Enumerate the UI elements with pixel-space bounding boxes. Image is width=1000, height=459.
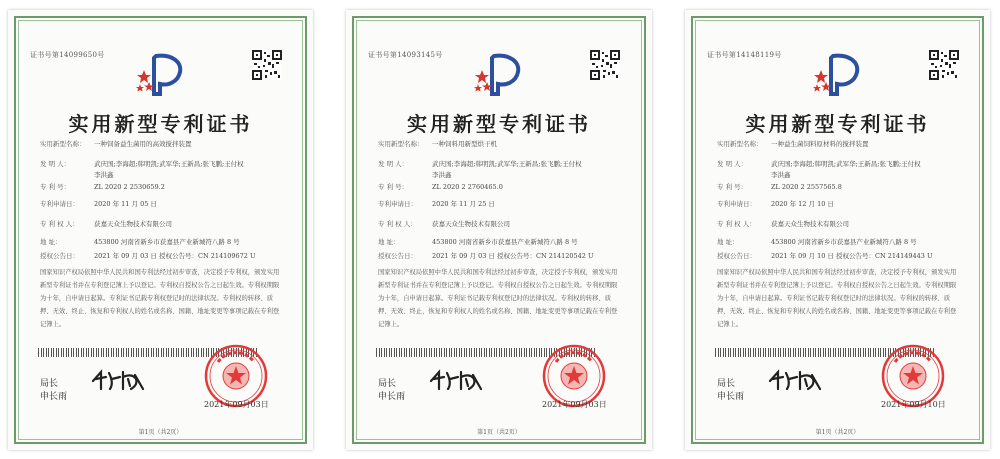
field-value: 一种益生菌饲料原材料的搅拌装置 — [771, 140, 869, 148]
qr-code-icon — [252, 50, 282, 80]
field-value: 2021 年 09 月 03 日 授权公告号：CN 214120542 U — [432, 252, 594, 260]
page-footer: 第1页（共2页） — [815, 429, 860, 436]
patent-certificate-1 — [8, 10, 313, 450]
certificate-field-row — [378, 183, 503, 192]
patent-office-emblem-icon — [136, 50, 186, 96]
field-label: 实用新型名称： — [40, 140, 86, 148]
field-value: 武庆国;李海超;韩明凯;武军华;王新昌;张飞鹏;王付权 — [771, 160, 921, 168]
seal-date: 2021年09月03日 — [204, 400, 269, 409]
certificate-field-row — [40, 200, 157, 209]
qr-code-icon — [929, 50, 959, 80]
field-label: 地 址： — [378, 238, 400, 246]
field-value: 李洪鑫 — [94, 171, 114, 179]
director-signature-icon — [90, 367, 146, 393]
patent-office-emblem-icon — [474, 50, 524, 96]
patent-office-emblem-icon — [813, 50, 863, 96]
certificate-title: 实用新型专利证书 — [745, 112, 930, 136]
seal-date: 2021年09月03日 — [542, 400, 607, 409]
field-label: 专利申请日： — [717, 200, 756, 208]
field-label: 专 利 权 人： — [40, 220, 79, 228]
certificate-field-row — [40, 183, 165, 192]
field-label: 发 明 人： — [40, 160, 71, 168]
certificate-field-row — [40, 171, 114, 180]
certificate-field-row — [40, 140, 192, 149]
certificate-field-row — [717, 140, 869, 149]
field-label: 实用新型名称： — [378, 140, 424, 148]
field-label: 地 址： — [717, 238, 739, 246]
field-value: ZL 2020 2 2760465.0 — [432, 183, 503, 191]
certificate-field-row — [717, 200, 834, 209]
certificate-number: 证书号第14093145号 — [368, 51, 443, 59]
field-label: 专 利 号： — [40, 183, 71, 191]
field-value: ZL 2020 2 2530659.2 — [94, 183, 165, 191]
certificate-title: 实用新型专利证书 — [68, 112, 253, 136]
certificate-field-row — [378, 252, 593, 261]
director-title: 局长 — [378, 379, 397, 389]
patent-certificate-2 — [346, 10, 652, 450]
patent-certificate-3 — [685, 10, 990, 450]
director-signature-icon — [428, 367, 484, 393]
director-signature-icon — [767, 367, 823, 393]
certificate-field-row — [40, 252, 255, 261]
field-value: 武庆国;李海超;韩明凯;武军华;王新昌;张飞鹏;王付权 — [432, 160, 582, 168]
field-value: 453800 河南省新乡市获嘉县产业新城符八路 8 号 — [432, 238, 578, 246]
certificate-field-row — [717, 171, 791, 180]
field-value: 获嘉天众生物技术有限公司 — [432, 220, 510, 228]
qr-code-icon — [590, 50, 620, 80]
director-block — [40, 378, 67, 404]
field-value: 武庆国;李海超;韩明凯;武军华;王新昌;张飞鹏;王付权 — [94, 160, 244, 168]
field-label: 发 明 人： — [717, 160, 748, 168]
certificate-statement: 国家知识产权局依照中华人民共和国专利法经过初步审查，决定授予专利权，颁发实用新型专利证书并在专利登记簿上予以登记。专利权自授权公告之日起生效。专利权期限为十年，自申请日起算。专利证书记载专利权登记时的法律状况。专利权的转移、质押、无效、终止、恢复和专利权人的姓名或名称、国籍、地址变更等事项记载在专利登记簿上。 — [378, 269, 618, 328]
certificate-field-row — [40, 160, 244, 169]
field-value: 2020 年 11 月 05 日 — [94, 200, 157, 208]
field-value: 453800 河南省新乡市获嘉县产业新城符八路 8 号 — [94, 238, 240, 246]
director-title: 局长 — [40, 379, 59, 389]
certificate-field-row — [717, 160, 921, 169]
field-label: 授权公告日： — [717, 252, 756, 260]
director-block — [717, 378, 744, 404]
field-label: 专利申请日： — [378, 200, 417, 208]
page-footer: 第1页（共2页） — [477, 429, 521, 436]
certificate-field-row — [378, 171, 452, 180]
certificate-field-row — [378, 160, 582, 169]
director-name: 申长雨 — [717, 392, 745, 402]
certificate-title: 实用新型专利证书 — [407, 112, 591, 136]
certificate-field-row — [717, 220, 849, 229]
field-value: ZL 2020 2 2557565.8 — [771, 183, 842, 191]
certificate-statement: 国家知识产权局依照中华人民共和国专利法经过初步审查，决定授予专利权，颁发实用新型专利证书并在专利登记簿上予以登记。专利权自授权公告之日起生效。专利权期限为十年，自申请日起算。专利证书记载专利权登记时的法律状况。专利权的转移、质押、无效、终止、恢复和专利权人的姓名或名称、国籍、地址变更等事项记载在专利登记簿上。 — [717, 269, 957, 328]
certificate-statement: 国家知识产权局依照中华人民共和国专利法经过初步审查，决定授予专利权，颁发实用新型专利证书并在专利登记簿上予以登记。专利权自授权公告之日起生效。专利权期限为十年，自申请日起算。专利证书记载专利权登记时的法律状况。专利权的转移、质押、无效、终止、恢复和专利权人的姓名或名称、国籍、地址变更等事项记载在专利登记簿上。 — [40, 269, 280, 328]
certificate-field-row — [40, 220, 172, 229]
certificate-number: 证书号第14148119号 — [707, 51, 782, 59]
field-label: 专利申请日： — [40, 200, 79, 208]
field-value: 获嘉天众生物技术有限公司 — [771, 220, 849, 228]
field-label: 授权公告日： — [40, 252, 79, 260]
certificate-field-row — [717, 183, 842, 192]
field-value: 一种饲备益生菌用的高效搅拌装置 — [94, 140, 192, 148]
field-label: 发 明 人： — [378, 160, 409, 168]
field-value: 获嘉天众生物技术有限公司 — [94, 220, 172, 228]
certificate-field-row — [378, 200, 495, 209]
field-value: 李洪鑫 — [771, 171, 791, 179]
field-value: 李洪鑫 — [432, 171, 452, 179]
field-label: 专 利 号： — [378, 183, 409, 191]
certificate-field-row — [40, 238, 240, 247]
certificate-field-row — [717, 252, 932, 261]
director-title: 局长 — [717, 379, 736, 389]
field-value: 453800 河南省新乡市获嘉县产业新城符八路 8 号 — [771, 238, 917, 246]
field-value: 2020 年 12 月 10 日 — [771, 200, 834, 208]
page-footer: 第1页（共2页） — [138, 429, 183, 436]
certificate-number: 证书号第14099650号 — [30, 51, 105, 59]
seal-date: 2021年09月10日 — [881, 400, 946, 409]
director-name: 申长雨 — [40, 392, 68, 402]
field-label: 专 利 号： — [717, 183, 748, 191]
certificate-field-row — [378, 238, 578, 247]
field-label: 专 利 权 人： — [378, 220, 417, 228]
certificate-field-row — [717, 238, 917, 247]
field-label: 实用新型名称： — [717, 140, 763, 148]
field-value: 2020 年 11 月 25 日 — [432, 200, 495, 208]
certificate-field-row — [378, 220, 510, 229]
certificate-field-row — [378, 140, 497, 149]
field-label: 地 址： — [40, 238, 62, 246]
field-value: 2021 年 09 月 10 日 授权公告号：CN 214149443 U — [771, 252, 933, 260]
field-value: 2021 年 09 月 03 日 授权公告号：CN 214109672 U — [94, 252, 256, 260]
director-block — [378, 378, 405, 404]
field-label: 专 利 权 人： — [717, 220, 756, 228]
field-label: 授权公告日： — [378, 252, 417, 260]
field-value: 一种饲料用新型烘干机 — [432, 140, 497, 148]
director-name: 申长雨 — [378, 392, 406, 402]
